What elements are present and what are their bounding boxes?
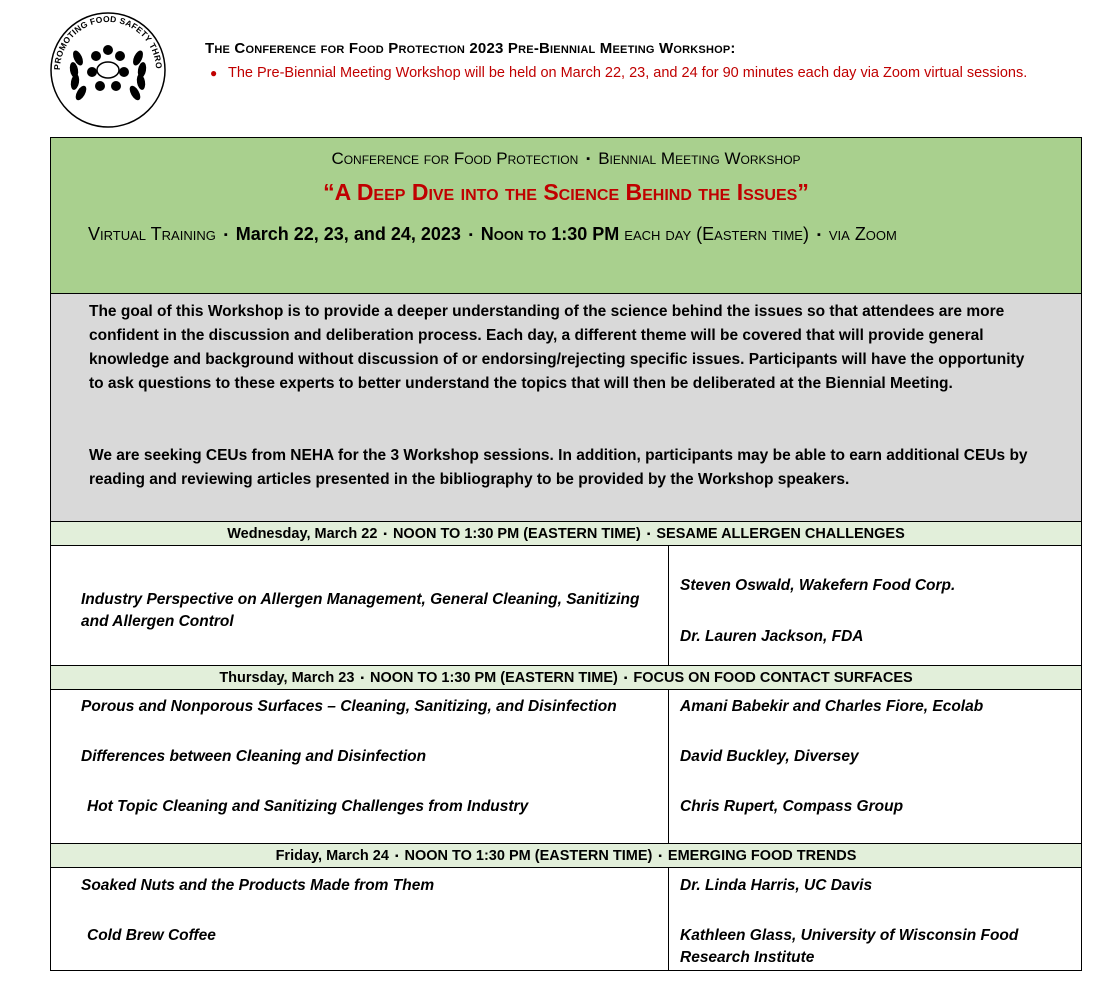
- session-topic: Porous and Nonporous Surfaces – Cleaning, Sanitizing, and Disinfection: [81, 698, 617, 715]
- session-speaker: Chris Rupert, Compass Group: [680, 798, 904, 815]
- day-theme: EMERGING FOOD TRENDS: [667, 848, 857, 864]
- banner-time-note: each day (Eastern time): [624, 224, 809, 244]
- session-topic: Differences between Cleaning and Disinfection: [81, 748, 427, 765]
- banner-via: via Zoom: [828, 224, 897, 244]
- day-separator: ▪: [383, 529, 387, 540]
- session-topic: Hot Topic Cleaning and Sanitizing Challenges from Industry: [87, 798, 529, 815]
- banner-separator: ▪: [586, 153, 591, 165]
- day-header-wednesday: [51, 522, 1081, 546]
- session-topic: Cold Brew Coffee: [87, 927, 216, 944]
- column-divider: [668, 690, 669, 843]
- header-bullet-item: [210, 62, 1040, 84]
- logo-ring-text: PROMOTING FOOD SAFETY THRO: [51, 13, 165, 71]
- session-speaker: Dr. Lauren Jackson, FDA: [680, 628, 864, 645]
- banner-subtitle: Biennial Meeting Workshop: [598, 149, 801, 168]
- intro-paragraph-goal: The goal of this Workshop is to provide a deeper understanding of the science behind the issues so that attendees are more confident in the discussion and deliberation process. Each day, a different theme will be covered that will provide general knowledge and background without discussion of or endorsing/rejecting specific issues. Participants will have the opportunity to ask questions to these experts to better understand the topics that will then be deliberated at the Biennial Meeting.: [89, 303, 1025, 392]
- session-topic: Industry Perspective on Allergen Management, General Cleaning, Sanitizing and Allergen Control: [81, 591, 640, 630]
- banner-separator: ▪: [816, 229, 821, 241]
- cfp-logo: [48, 10, 168, 130]
- session-row-wednesday: [51, 546, 1081, 666]
- session-speaker: Amani Babekir and Charles Fiore, Ecolab: [680, 698, 984, 715]
- bullet-icon: ●: [210, 66, 218, 80]
- column-divider: [668, 868, 669, 970]
- day-date: Wednesday, March 22: [227, 526, 378, 542]
- day-separator: ▪: [394, 851, 399, 862]
- day-date: Friday, March 24: [275, 848, 389, 864]
- session-row-thursday: [51, 690, 1081, 844]
- intro-paragraph-ceus: We are seeking CEUs from NEHA for the 3 Workshop sessions. In addition, participants may be able to earn additional CEUs by reading and reviewing articles presented in the bibliography to be provided by the Workshop speakers.: [89, 447, 1028, 488]
- session-speaker: Dr. Linda Harris, UC Davis: [680, 877, 873, 894]
- banner-headline: “A Deep Dive into the Science Behind the Issues”: [323, 179, 809, 205]
- banner-dates: March 22, 23, and 24, 2023: [235, 224, 461, 244]
- banner-org: Conference for Food Protection: [331, 149, 579, 168]
- day-separator: ▪: [646, 529, 651, 540]
- day-separator: ▪: [658, 851, 662, 862]
- day-theme: SESAME ALLERGEN CHALLENGES: [656, 526, 905, 542]
- banner-separator: ▪: [468, 229, 473, 241]
- session-row-friday: [51, 868, 1081, 970]
- session-speaker: Kathleen Glass, University of Wisconsin Food Research Institute: [680, 927, 1019, 966]
- header-bullet-text: The Pre-Biennial Meeting Workshop will be held on March 22, 23, and 24 for 90 minutes each day via Zoom virtual sessions.: [228, 65, 1028, 81]
- day-time: NOON TO 1:30 PM (EASTERN TIME): [392, 526, 641, 542]
- banner-time: Noon to 1:30 PM: [480, 224, 620, 244]
- day-separator: ▪: [623, 673, 628, 684]
- banner-format: Virtual Training: [88, 224, 216, 244]
- column-divider: [668, 546, 669, 665]
- session-speaker: David Buckley, Diversey: [680, 748, 859, 765]
- day-header-thursday: [51, 666, 1081, 690]
- session-topic: Soaked Nuts and the Products Made from Them: [81, 877, 435, 894]
- banner-details-line: [88, 224, 897, 245]
- workshop-table: [50, 137, 1082, 971]
- day-date: Thursday, March 23: [219, 670, 355, 686]
- day-time: NOON TO 1:30 PM (EASTERN TIME): [369, 670, 618, 686]
- session-speaker: Steven Oswald, Wakefern Food Corp.: [680, 577, 956, 594]
- cfp-emblem-icon: [48, 10, 168, 130]
- day-time: NOON TO 1:30 PM (EASTERN TIME): [404, 848, 653, 864]
- banner-org-line: [51, 149, 1081, 169]
- day-header-friday: [51, 844, 1081, 868]
- day-theme: FOCUS ON FOOD CONTACT SURFACES: [633, 670, 913, 686]
- intro-section: [51, 294, 1081, 522]
- banner-separator: ▪: [223, 229, 228, 241]
- banner-section: [51, 138, 1081, 294]
- page-title: The Conference for Food Protection 2023 Pre-Biennial Meeting Workshop:: [205, 40, 736, 57]
- day-separator: ▪: [360, 673, 364, 684]
